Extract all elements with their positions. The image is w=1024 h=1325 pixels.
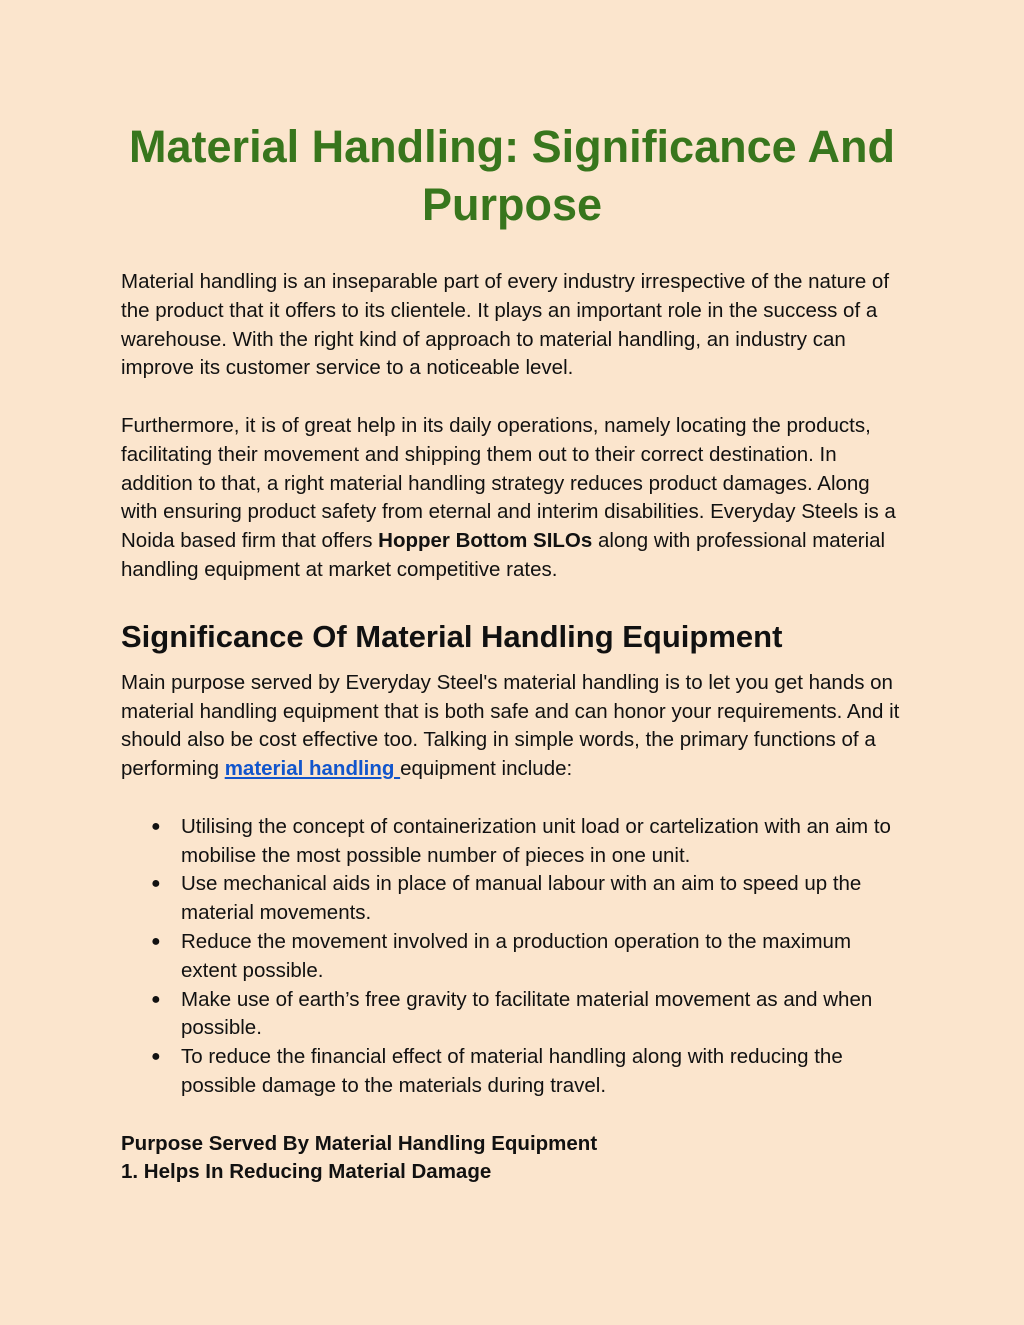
list-item-text: Make use of earth’s free gravity to facilitate material movement as and when possible. (181, 987, 873, 1040)
list-item (121, 813, 903, 871)
intro-paragraph: Material handling is an inseparable part of every industry irrespective of the nature of the product that it offers to its clientele. It plays an important role in the success of a warehouse. With the right kind of approach to material handling, an industry can improve its customer service to a noticeable level. (121, 270, 890, 380)
material-handling-link[interactable]: material handling (224, 757, 401, 781)
list-item-text: Utilising the concept of containerization unit load or cartelization with an aim to mobilise the most possible number of pieces in one unit. (181, 814, 891, 867)
hopper-bottom-silos-bold: Hopper Bottom SILOs (378, 529, 593, 553)
section-heading: Significance Of Material Handling Equipment (121, 618, 783, 654)
purpose-heading: Purpose Served By Material Handling Equipment (121, 1131, 598, 1155)
list-item (121, 1043, 903, 1101)
bullet-icon: ● (151, 990, 161, 1008)
section-paragraph (121, 669, 903, 784)
second-paragraph-text-start: Furthermore, it is of great help in its daily operations, namely locating the products, facilitating their movement and shipping them out to their correct destination. In addition to that, a right material handling strategy reduces product damages. Along with ensuring product safety from eternal and interim disabilities. Everyday Steels is a Noida based firm that offers (121, 413, 896, 553)
list-item-text: To reduce the financial effect of material handling along with reducing the possible damage to the materials during travel. (181, 1045, 843, 1097)
page-title: Material Handling: Significance And Purpose (129, 121, 895, 230)
second-paragraph (121, 412, 903, 585)
list-item (121, 870, 903, 928)
first-point-heading: 1. Helps In Reducing Material Damage (121, 1160, 492, 1184)
section-paragraph-text-end: equipment include: (400, 757, 573, 781)
bullet-icon: ● (151, 1048, 161, 1066)
list-item (121, 928, 903, 986)
list-item (121, 986, 903, 1044)
functions-bullet-list (121, 813, 903, 1101)
second-paragraph-text-end: along with professional material handling equipment at market competitive rates. (121, 529, 886, 581)
list-item-text: Use mechanical aids in place of manual labour with an aim to speed up the material movements. (181, 872, 862, 925)
section-paragraph-text-start: Main purpose served by Everyday Steel's material handling is to let you get hands on material handling equipment that is both safe and can honor your requirements. And it should also be cost effective too. Talking in simple words, the primary functions of a performing (121, 670, 900, 781)
bullet-icon: ● (151, 817, 161, 835)
bullet-icon: ● (151, 932, 161, 950)
list-item-text: Reduce the movement involved in a production operation to the maximum extent possible. (181, 929, 852, 982)
bullet-icon: ● (151, 875, 161, 893)
purpose-section (121, 1130, 903, 1188)
